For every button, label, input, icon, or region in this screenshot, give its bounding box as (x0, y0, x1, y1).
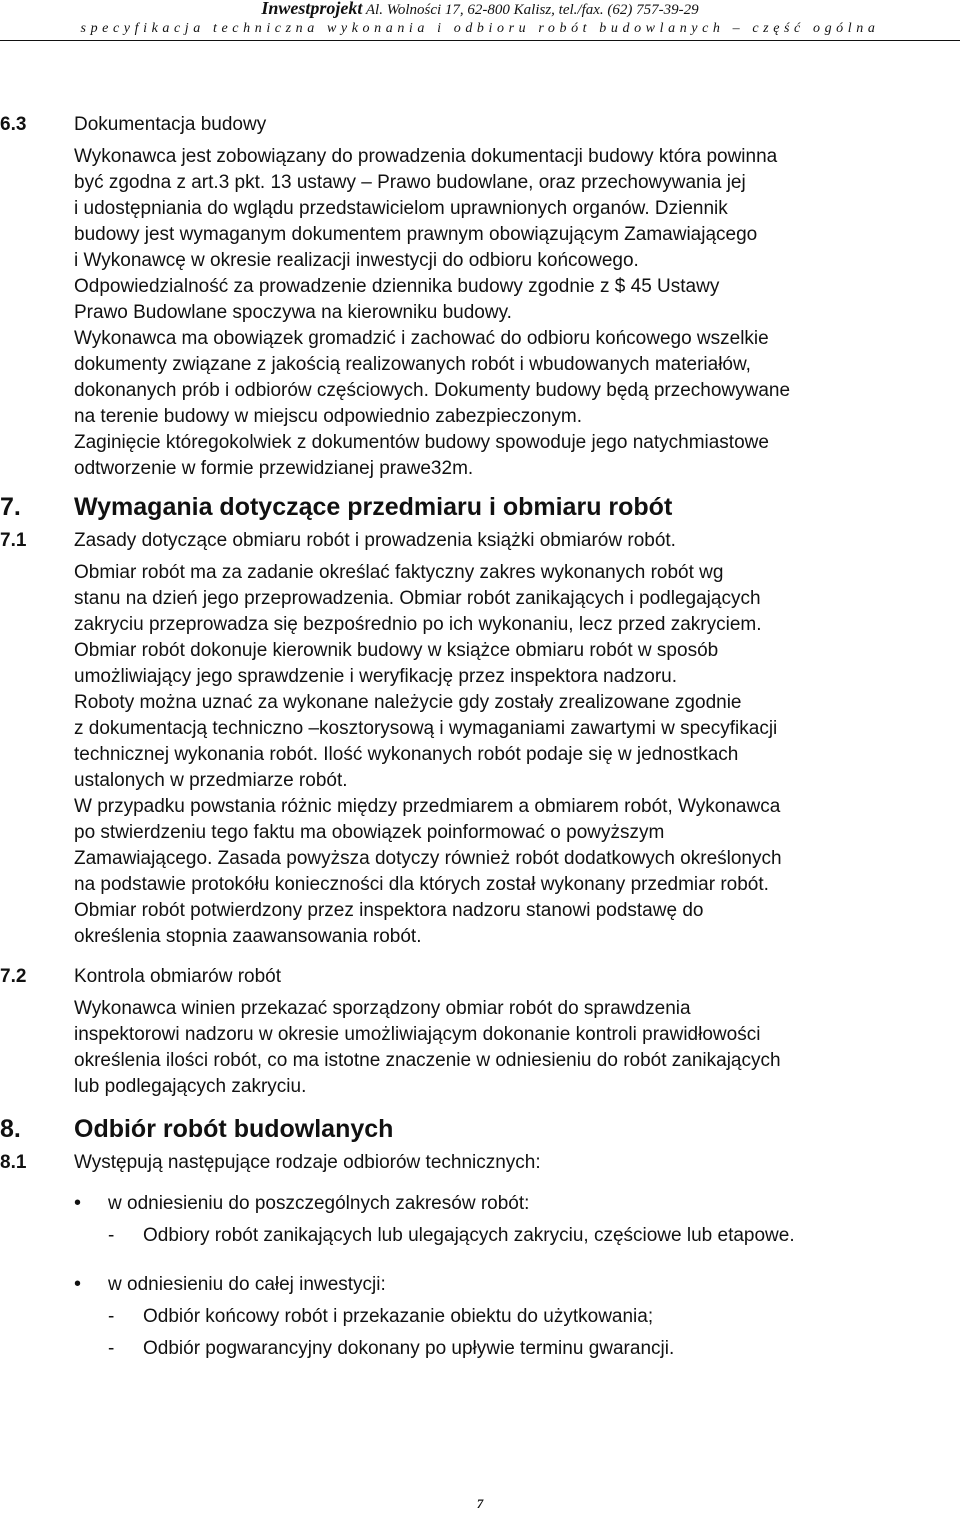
bullet-icon: • (74, 1192, 82, 1214)
dash-marker: - (108, 1338, 115, 1359)
section-title: Kontrola obmiarów robót (74, 966, 281, 987)
section-8-heading (0, 1114, 960, 1144)
list-item (0, 1271, 960, 1298)
section-title: Odbiór robót budowlanych (74, 1115, 394, 1143)
company-name: Inwestprojekt (261, 0, 363, 18)
section-title: Występują następujące rodzaje odbiorów technicznych: (74, 1152, 541, 1173)
sub-list-item (0, 1304, 960, 1330)
section-number: 7. (0, 493, 21, 521)
section-7-2-body: Wykonawca winien przekazać sporządzony obmiar robót do sprawdzenia inspektorowi nadzoru w okresie umożliwiającym dokonanie kontroli prawidłowości określenia ilości robót, co ma istotne znaczenie w odniesieniu do robót zanikających lub podlegających zakryciu. (74, 998, 781, 1097)
section-7-heading (0, 492, 960, 522)
sub-list-item (0, 1336, 960, 1362)
section-title: Dokumentacja budowy (74, 114, 267, 135)
header-divider (0, 40, 960, 41)
company-address: Al. Wolności 17, 62-800 Kalisz, tel./fax. (62) 757-39-29 (362, 2, 699, 18)
section-number: 6.3 (0, 114, 27, 135)
section-title: Wymagania dotyczące przedmiaru i obmiaru robót (74, 493, 673, 521)
bullet-icon: • (74, 1273, 82, 1295)
sub-list-item-text: Odbiór pogwarancyjny dokonany po upływie terminu gwarancji. (143, 1338, 675, 1359)
section-7-2-heading (0, 964, 960, 990)
list-item-text: w odniesieniu do całej inwestycji: (108, 1274, 386, 1295)
page-number: 7 (476, 1496, 484, 1511)
section-7-1-body: Obmiar robót ma za zadanie określać faktyczny zakres wykonanych robót wg stanu na dzień jego przeprowadzenia. Obmiar robót zanikających i podlegających zakryciu przeprowadza się bezpośrednio po ich wykonaniu, lecz przed zakryciem. Obmiar robót dokonuje kierownik budowy w książce obmiaru robót w sposób umożliwiający jego sprawdzenie i weryfikację przez inspektora nadzoru. Roboty można uznać za wykonane należycie gdy zostały zrealizowane zgodnie z dokumentacją techniczno –kosztorysową i wymaganiami zawartymi w specyfikacji technicznej wykonania robót. Ilość wykonanych robót podaje się w jednostkach ustalonych w przedmiarze robót. W przypadku powstania różnic między przedmiarem a obmiarem robót, Wykonawca po stwierdzeniu tego faktu ma obowiązek poinformować o powyższym Zamawiającego. Zasada powyższa dotyczy również robót dodatkowych określonych na podstawie protokółu konieczności dla których został wykonany przedmiar robót. Obmiar robót potwierdzony przez inspektora nadzoru stanowi podstawę do określenia stopnia zaawansowania robót. (74, 562, 782, 947)
header-company-line (0, 0, 960, 18)
section-number: 7.1 (0, 530, 27, 551)
spacer (0, 950, 960, 964)
section-title: Zasady dotyczące obmiaru robót i prowadzenia książki obmiarów robót. (74, 530, 676, 551)
section-number: 8.1 (0, 1152, 27, 1173)
section-number: 7.2 (0, 966, 27, 987)
page-header (0, 0, 960, 38)
section-8-1-heading (0, 1150, 960, 1176)
sub-list-item-text: Odbiory robót zanikających lub ulegających zakryciu, częściowe lub etapowe. (143, 1225, 795, 1246)
sub-list-item (0, 1223, 960, 1249)
list-item (0, 1190, 960, 1217)
section-number: 8. (0, 1115, 21, 1143)
document-body (0, 112, 960, 1362)
header-spec-title: specyfikacja techniczna wykonania i odbioru robót budowlanych – część ogólna (80, 21, 880, 36)
dash-marker: - (108, 1306, 115, 1327)
dash-marker: - (108, 1225, 115, 1246)
section-6-3-heading (0, 112, 960, 138)
list-item-text: w odniesieniu do poszczególnych zakresów robót: (108, 1193, 530, 1214)
section-7-1-heading (0, 528, 960, 554)
section-6-3-body: Wykonawca jest zobowiązany do prowadzenia dokumentacji budowy która powinna być zgodna z art.3 pkt. 13 ustawy – Prawo budowlane, oraz przechowywania jej i udostępniania do wglądu przedstawicielom uprawnionych organów. Dziennik budowy jest wymaganym dokumentem prawnym obowiązującym Zamawiającego i Wykonawcę w okresie realizacji inwestycji do odbioru końcowego. Odpowiedzialność za prowadzenie dziennika budowy zgodnie z $ 45 Ustawy Prawo Budowlane spoczywa na kierowniku budowy. Wykonawca ma obowiązek gromadzić i zachować do odbioru końcowego wszelkie dokumenty związane z jakością realizowanych robót i wbudowanych materiałów, dokonanych prób i odbiorów częściowych. Dokumenty budowy będą przechowywane na terenie budowy w miejscu odpowiednio zabezpieczonym. Zaginięcie któregokolwiek z dokumentów budowy spowoduje jego natychmiastowe odtworzenie w formie przewidzianej prawe32m. (74, 146, 791, 479)
sub-list-item-text: Odbiór końcowy robót i przekazanie obiektu do użytkowania; (143, 1306, 654, 1327)
